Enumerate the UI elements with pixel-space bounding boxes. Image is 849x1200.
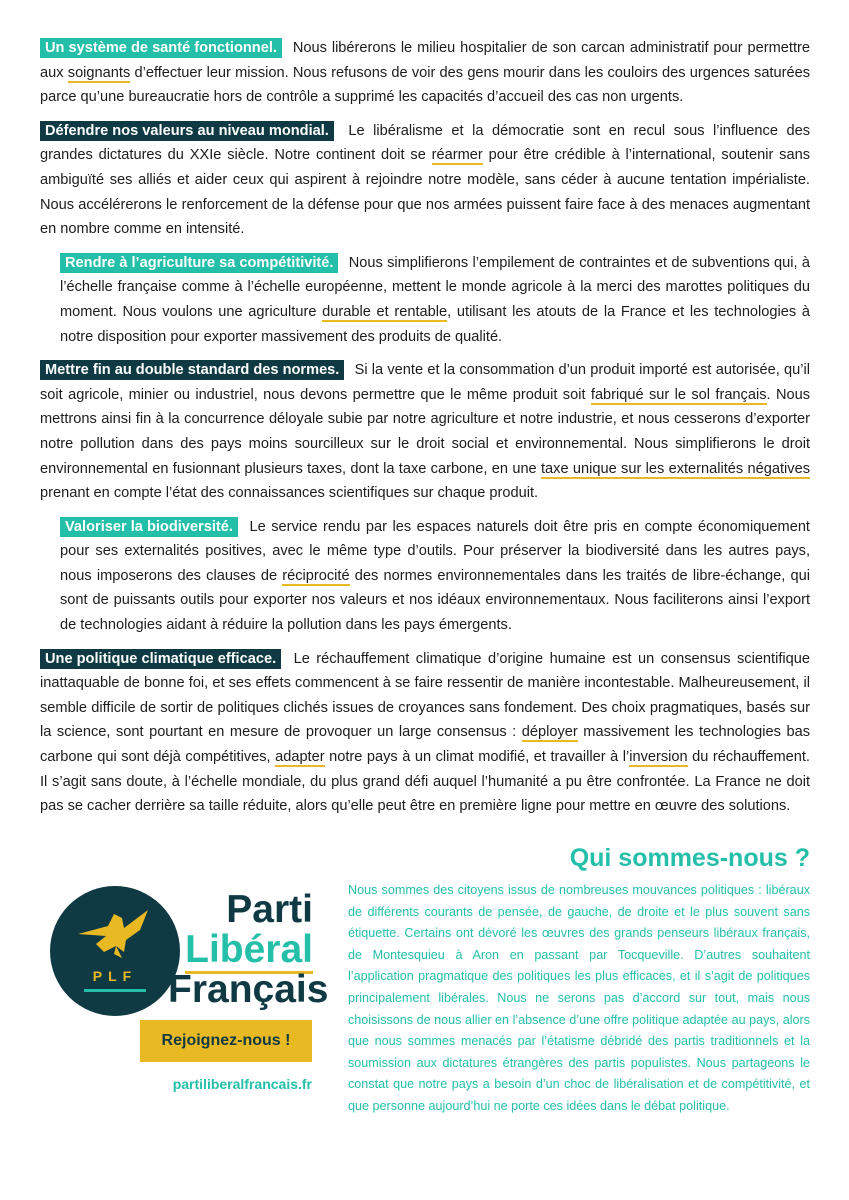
text-run: Nous simplifierons l’empilement de contraintes et de subventions qui, à l’échelle française comme à l’échelle européenne, mettent le monde agricole à la merci des marottes politiques du moment. Nous voulons une agriculture — [60, 254, 810, 320]
section-body — [40, 651, 810, 815]
party-logo — [50, 886, 180, 1016]
highlighted-keyword: fabriqué sur le sol français — [590, 386, 767, 403]
section-body — [40, 362, 810, 501]
party-name — [168, 888, 329, 1011]
section-heading: Mettre fin au double standard des normes. — [40, 360, 344, 380]
section-heading: Rendre à l’agriculture sa compétitivité. — [60, 253, 338, 273]
section-agriculture — [40, 251, 810, 349]
section-heading: Un système de santé fonctionnel. — [40, 38, 282, 58]
text-run: Si la vente et la consommation d’un produit importé est autorisée, qu’il soit agricole, minier ou industriel, nous devons permettre que le même produit soit — [40, 362, 810, 403]
highlighted-keyword: taxe unique sur les externalités négatives — [541, 460, 811, 477]
text-run: des normes environnementales dans les traités de libre-échange, qui sont de puissants outils pour exporter nos valeurs et nos idéaux environnementaux. Nous faciliterons ainsi l’export de technologies aidant à réduire la pollution dans les pays émergents. — [60, 567, 811, 634]
brand-line-2 — [168, 930, 313, 970]
join-button[interactable]: Rejoignez-nous ! — [140, 1020, 312, 1062]
text-run: massivement les technologies bas carbone qui sont déjà compétitives, — [40, 724, 810, 766]
text-run: notre pays à un climat modifié, et travailler à l’ — [324, 749, 630, 766]
section-heading: Une politique climatique efficace. — [40, 649, 281, 669]
section-defense — [40, 119, 810, 242]
text-run: Le service rendu par les espaces naturels doit être pris en compte économiquement pour ses externalités positives, avec le même type d’outils. Pour préserver la biodiversité dans les autres pays, nous imposerons des clauses de — [60, 518, 810, 584]
section-climate — [40, 647, 810, 819]
highlighted-keyword: réarmer — [431, 147, 483, 164]
section-norms — [40, 358, 810, 506]
text-run: Nous libérerons le milieu hospitalier de son carcan administratif pour permettre aux — [40, 40, 810, 81]
logo-underline — [84, 989, 146, 992]
highlighted-keyword: soignants — [67, 64, 131, 81]
highlighted-keyword: adapter — [275, 749, 325, 766]
brand-line-1: Parti — [226, 888, 313, 931]
who-text: Nous sommes des citoyens issus de nombreuses mouvances politiques : libéraux de différents courants de pensée, de gauche, de droite et le plus souvent sans étiquette. Certains ont dévoré les œuvres des grands penseurs libéraux français, de Montesquieu à Aron en passant par Tocqueville. D’autres souhaitent l’application pragmatique des politiques les plus efficaces, et il s’agit de politiques principalement libérales. Nous ne serons pas d’accord sur tout, mais nous choisissons de nous allier en l’absence d’une offre politique adaptée au pays, alors que nous sommes menacés par l’étatisme débridé des partis traditionnels et la soumission aux dictatures étrangères des partis populistes. Nous partageons le constat que notre pays a besoin d’un choc de libéralisation et de compétitivité, et que personne aujourd’hui ne porte ces idées dans le débat politique. — [348, 883, 810, 1113]
text-run: du réchauffement. Il s’agit sans doute, à l’échelle mondiale, du plus grand défi auquel l’humanité a pu être confrontée. La France ne doit pas se cacher derrière sa taille réduite, alors qu’elle peut être en première ligne pour mettre en œuvre des solutions. — [40, 749, 810, 815]
program-content — [40, 36, 810, 828]
text-run: . Nous mettrons ainsi fin à la concurrence déloyale subie par notre agriculture et notre industrie, et nous cesserons d’exporter notre pollution dans des pays moins sourcilleux sur le droit social et environnemental. Nous simplifierons le droit environnemental en fusionnant plusieurs taxes, dont la taxe carbone, en une — [40, 386, 811, 477]
text-run: pour être crédible à l’international, soutenir sans ambiguïté ses alliés et aider ceux qui aspirent à rejoindre notre modèle, sans céder à aucune tentation impérialiste. Nous accélérerons le renforcement de la défense pour que nos armées puissent faire face à des menaces augmentant en nombre comme en intensité. — [40, 147, 810, 238]
text-run: d’effectuer leur mission. Nous refusons de voir des gens mourir dans les couloirs des urgences saturées parce qu’une bureaucratie hors de contrôle a supprimé les capacités d’accueil des cas non urgents. — [40, 64, 810, 106]
website-link[interactable]: partiliberalfrancais.fr — [172, 1076, 312, 1092]
text-run: prenant en compte l’état des connaissances scientifiques sur chaque produit. — [40, 485, 539, 502]
highlighted-keyword: déployer — [521, 724, 578, 741]
brand-line-2-text: Libéral — [185, 928, 313, 974]
highlighted-keyword: inversion — [629, 749, 688, 766]
highlighted-keyword: durable et rentable — [322, 303, 448, 320]
logo-letters: PLF — [92, 968, 138, 984]
highlighted-keyword: réciprocité — [282, 567, 350, 584]
footer — [0, 840, 849, 1200]
section-heading: Défendre nos valeurs au niveau mondial. — [40, 121, 334, 141]
section-heading: Valoriser la biodiversité. — [60, 517, 238, 537]
who-title: Qui sommes-nous ? — [569, 844, 810, 872]
brand-line-3: Français — [168, 968, 329, 1011]
section-health — [40, 36, 810, 110]
text-run: Le libéralisme et la démocratie sont en recul sous l’influence des grandes dictatures du XXIe siècle. Notre continent doit se — [40, 122, 810, 164]
bird-icon — [50, 886, 180, 1016]
text-run: , utilisant les atouts de la France et les technologies à notre disposition pour exporter massivement des produits de qualité. — [60, 303, 810, 345]
text-run: Le réchauffement climatique d’origine humaine est un consensus scientifique inattaquable de bonne foi, et ses effets commencent à se faire ressentir de manière incontestable. Malheureusement, il semble difficile de sortir de politiques clichés issues de croyances sans fondement. Des choix pragmatiques, basés sur la science, sont pourtant en mesure de provoquer un large consensus : — [40, 650, 810, 741]
section-biodiversity — [40, 515, 810, 638]
